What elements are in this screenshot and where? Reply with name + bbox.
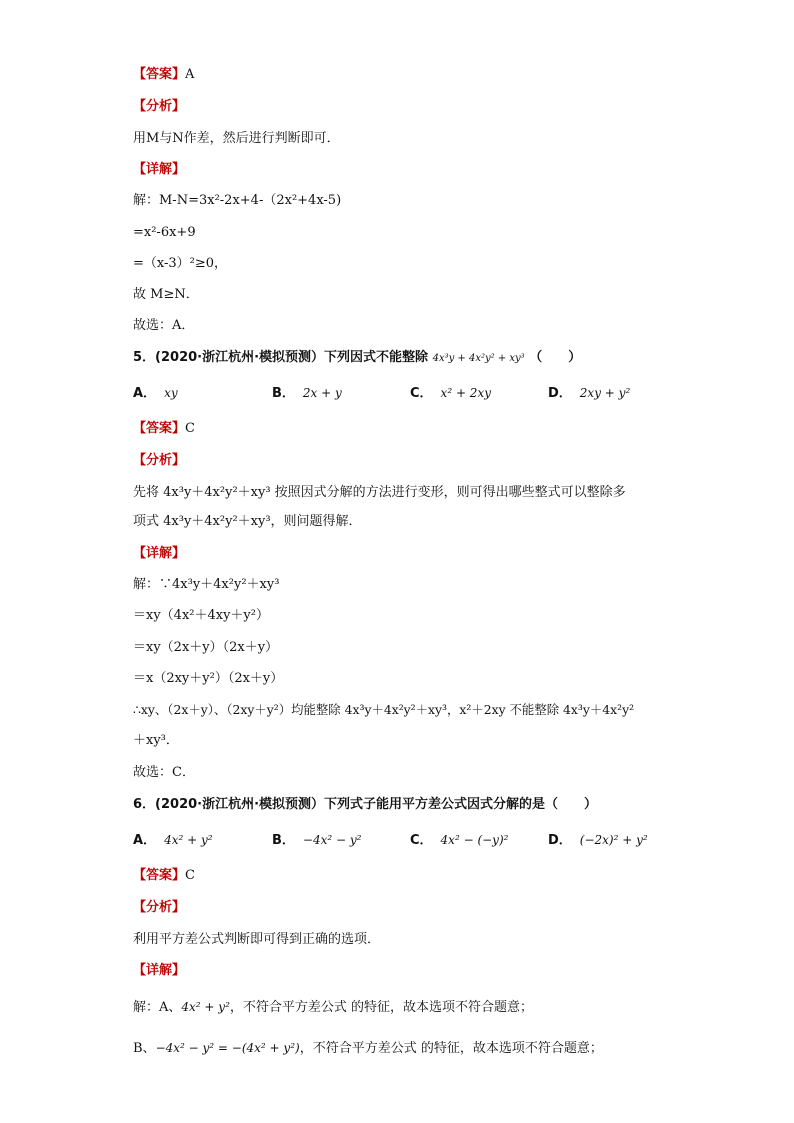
question-6-stem: 6．(2020·浙江杭州·模拟预测）下列式子能用平方差公式因式分解的是（ ） (133, 797, 598, 812)
analysis-text-1: 用M与N作差，然后进行判断即可． (133, 131, 340, 146)
q5-option-a: A． xy (133, 386, 178, 401)
detail-heading-6: 【详解】 (133, 963, 186, 978)
detail-step: =（x-3）²≥0， (133, 256, 228, 271)
answer-line-6: 【答案】C (133, 868, 195, 883)
answer-line-1 (133, 66, 194, 84)
analysis-text-5: 先将 4x³y＋4x²y²＋xy³ 按照因式分解的方法进行变形，则可得出哪些整式可以整除多 (133, 485, 626, 500)
q6-option-c: C． 4x² − (−y)² (410, 833, 509, 848)
analysis-heading-5: 【分析】 (133, 453, 186, 468)
analysis-text-5: 项式 4x³y＋4x²y²＋xy³，则问题得解． (133, 514, 362, 529)
answer-value: A (185, 67, 195, 82)
answer-line-5: 【答案】C (133, 421, 195, 436)
q5-option-c: C． x² + 2xy (410, 386, 491, 401)
answer-tag: 【答案】 (133, 67, 186, 82)
detail-step: 故 M≥N． (133, 287, 199, 302)
analysis-heading-1: 【分析】 (133, 99, 186, 114)
detail-step: 故选：C． (133, 765, 195, 780)
detail-step: 解：M-N=3x²-2x+4-（2x²+4x-5) (133, 193, 342, 208)
detail-step: 解：∵4x³y＋4x²y²＋xy³ (133, 577, 280, 592)
q5-option-d: D． 2xy + y² (548, 386, 631, 401)
answer-value: C (185, 421, 195, 436)
detail-step: 故选：A． (133, 318, 195, 333)
detail-option-b: B、−4x² − y² = −(4x² + y²)，不符合平方差公式 的特征，故本选项不符合题意； (133, 1041, 603, 1056)
q5-option-b: B． 2x + y (272, 386, 342, 401)
q6-option-b: B． −4x² − y² (272, 833, 362, 848)
detail-heading-5: 【详解】 (133, 546, 186, 561)
detail-step: ＝xy（2x＋y）（2x＋y） (133, 640, 279, 655)
detail-step: ＝xy（4x²＋4xy＋y²） (133, 608, 269, 623)
q6-option-a: A． 4x² + y² (133, 833, 213, 848)
question-5-expression: 4x³y + 4x²y² + xy³ (432, 353, 525, 364)
question-5-stem: 5．(2020·浙江杭州·模拟预测）下列因式不能整除 4x³y + 4x²y² + xy³ （ ） (133, 350, 582, 365)
q6-option-d: D． (−2x)² + y² (548, 833, 648, 848)
detail-step: ＝x（2xy＋y²）（2x＋y） (133, 671, 284, 686)
detail-step: ∴xy、（2x＋y）、（2xy＋y²）均能整除 4x³y＋4x²y²＋xy³，x²＋2xy 不能整除 4x³y＋4x²y² (133, 702, 635, 717)
analysis-heading-6: 【分析】 (133, 900, 186, 915)
answer-value: C (185, 868, 195, 883)
detail-option-a: 解：A、4x² + y²，不符合平方差公式 的特征，故本选项不符合题意； (133, 1000, 534, 1015)
detail-heading-1: 【详解】 (133, 162, 186, 177)
analysis-text-6: 利用平方差公式判断即可得到正确的选项． (133, 932, 381, 947)
detail-step: ＋xy³． (133, 733, 179, 748)
detail-step: =x²-6x+9 (133, 225, 196, 240)
